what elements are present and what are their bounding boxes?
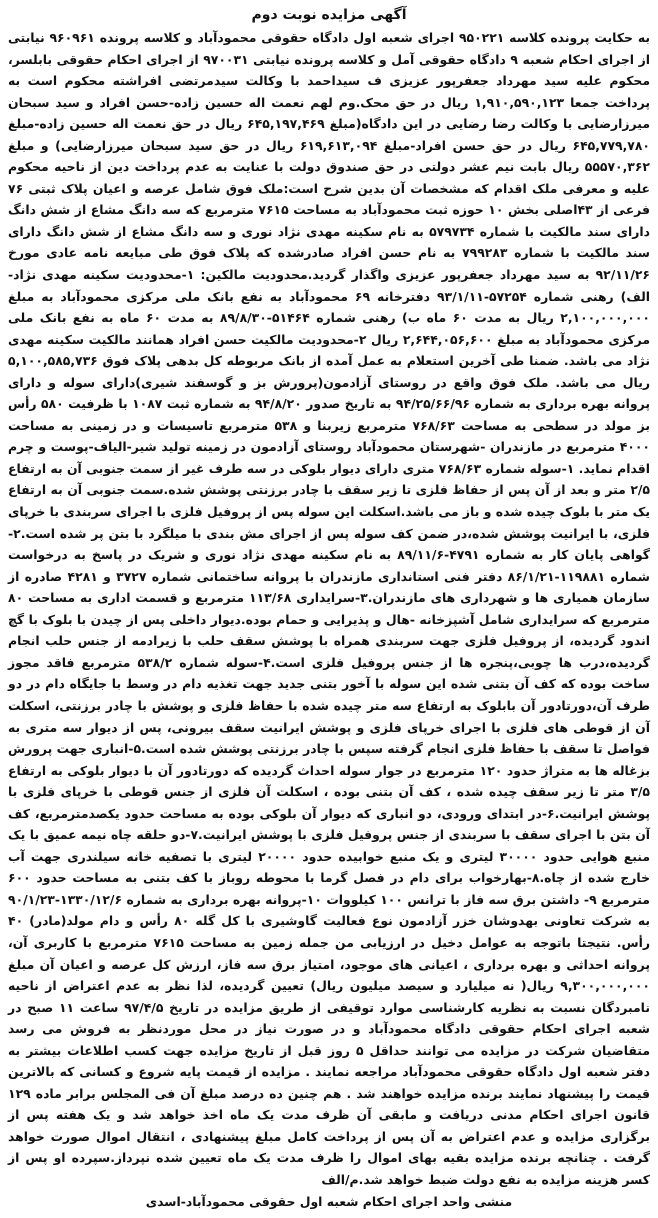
notice-body: به حکایت پرونده کلاسه ۹۵۰۲۲۱ اجرای شعبه اول دادگاه حقوقی محمودآباد و کلاسه پرونده ۹۶۰۹۶۱ نیابتی از اجرای احکام شعبه ۹ دادگاه حقوقی آمل و کلاسه پرونده نیابتی ۹۷۰۰۳۱ از اجرای احکام حقوقی بابلسر، محکوم علیه سید مهرداد جعفرپور عزیزی ف سیداحمد با وکالت سیدمرتضی افراشته محکوم است به پرداخت جمعا ۱,۹۱۰,۵۹۰,۱۲۳ ریال در حق محک.وم لهم نعمت اله حسین زاده-حسن افراد و سید سبحان میرزارضایی با وکالت رضا رضایی در این دادگاه(مبلغ ۶۴۵,۱۹۷,۴۶۹ ریال در حق نعمت اله حسین زاده-مبلغ ۶۴۵,۷۷۹,۷۸۰ ریال در حق حسن افراد-مبلغ ۶۱۹,۶۱۳,۰۹۴ ریال در حق سید سبحان میرزارضایی) و مبلغ ۵۵۵۷۰,۳۶۲ ریال بابت نیم عشر دولتی در حق صندوق دولت با عنایت به عدم پرداخت دین از ناحیه محکوم علیه و معرفی ملک اقدام که مشخصات آن بدین شرح است:ملک فوق شامل عرصه و اعیان پلاک ثبتی ۷۶ فرعی از ۴۳اصلی بخش ۱۰ حوزه ثبت محمودآباد به مساحت ۷۶۱۵ مترمربع که سه دانگ مشاع از شش دانگ دارای سند مالکیت با شماره ۵۷۹۷۳۴ به نام سکینه مهدی نژاد نوری و سه دانگ مشاع از شش دانگ دارای سند مالکیت با شماره ۷۹۹۲۸۳ به نام حسن افراد صادرشده که پلاک فوق طی مبایعه نامه عادی مورخ ۹۲/۱۱/۲۶ به سید مهرداد جعفرپور عزیزی واگذار گردید.محدودیت مالکین: ۱-محدودیت سکینه مهدی نژاد- الف) رهنی شماره ۵۷۲۵۴-۹۳/۱/۱۱ دفترخانه ۶۹ محمودآباد به نفع بانک ملی مرکزی محمودآباد به مبلغ ۲,۱۰۰,۰۰۰,۰۰۰ ریال به مدت ۶۰ ماه ب) رهنی شماره ۵۱۴۶۴-۸۹/۸/۳۰ به مدت ۶۰ ماه به نفع بانک ملی مرکزی محمودآباد به مبلغ ۲,۶۴۴,۰۵۶,۶۰۰ ریال ۲-محدودیت مالکیت حسن افراد همانند مالکیت سکینه مهدی نژاد می باشد. ضمنا طی آخرین استعلام به عمل آمده از بانک مربوطه کل بدهی پلاک فوق ۵,۱۰۰,۵۸۵,۷۳۶ ریال می باشد. ملک فوق واقع در روستای آزادمون(پرورش بز و گوسفند شیری)دارای سوله و دارای پروانه بهره برداری به شماره ۹۴/۲۵/۶۶/۹۶ به تاریخ صدور ۹۴/۸/۲۰ به شماره ثبت ۱۰۸۷ با ظرفیت ۵۸۰ رأس بز مولد در سطحی به مساحت ۷۶۸/۶۳ مترمربع زیربنا و ۵۳۸ مترمربع تاسیسات و در زمینی به مساحت ۴۰۰۰ مترمربع در مازندران -شهرستان محمودآباد روستای آزادمون در زمینه تولید شیر-الیاف-پوست و چرم اقدام نماید. ۱-سوله شماره ۷۶۸/۶۳ متری دارای دیوار بلوکی در سه طرف غیر از سمت جنوبی آن به ارتفاع ۲/۵ متر و بعد از آن پس از حفاظ فلزی تا زیر سقف با چادر برزنتی پوشش شده.سمت جنوبی آن به ارتفاع یک متر با بلوک چیده شده و باز می باشد.اسکلت این سوله پس از پروفیل فلزی با اجرای سربندی با خرپای فلزی، با ایرانیت پوشش شده،در ضمن کف سوله پس از اجرای مش بندی با میلگرد با بتن پر شده است.۲-گواهی پایان کار به شماره ۴۷۹۱-۸۹/۱۱/۶ به نام سکینه مهدی نژاد نوری و شریک در پاسخ به درخواست شماره ۱۱۹۸۸۱-۸۶/۱/۲۱ دفتر فنی استانداری مازندران با پروانه ساختمانی شماره ۳۷۲۷ و ۴۲۸۱ صادره از سازمان همیاری ها و شهرداری های مازندران.۳-سرایداری ۱۱۳/۶۸ مترمربع و قسمت اداری به مساحت ۸۰ مترمربع که سرایداری شامل آشپزخانه -هال و پذیرایی و حمام بوده.دیوار داخلی پس از چیدن با بلوک با گچ اندود گردیده، از پروفیل فلزی جهت سربندی همراه با پوشش سقف حلب با زیرادمه از جنس حلب انجام گردیده،درب ها چوبی،پنجره ها از جنس پروفیل فلزی است.۴-سوله شماره ۵۳۸/۲ مترمربع فاقد مجوز ساخت بوده که کف آن بتنی شده این سوله با آخور بتنی جدید جهت تغذیه دام در وسط با جایگاه دام در دو طرف آن،دورتادور آن بابلوک به ارتفاع سه متر چیده شده با حفاظ فلزی و پوشش با چادر برزنتی، اسکلت آن از قوطی های فلزی با اجرای خرپای فلزی و پوشش ایرانیت سقف بیرونی، پس از دیوار سه متری به فواصل تا سقف با حفاظ فلزی انجام گرفته سپس با چادر برزنتی پوشش شده است.۵-انباری جهت پرورش بزغاله ها به متراژ حدود ۱۲۰ مترمربع در جوار سوله احداث گردیده که دورتادور آن با دیوار بلوکی به ارتفاع ۳/۵ متر تا زیر سقف چیده شده ، کف آن بتنی بوده ، اسکلت آن فلزی از جنس قوطی با خرپای فلزی با پوشش ایرانیت.۶-در ابتدای ورودی، دو انباری که دیوار آن بلوکی بوده به مساحت حدود یکصدمترمربع، کف آن بتن با اجرای سقف با سربندی از جنس پروفیل فلزی با پوشش ایرانیت.۷-دو حلقه چاه نیمه عمیق با یک منبع هوایی حدود ۳۰۰۰۰ لیتری و یک منبع خوابیده حدود ۲۰۰۰۰ لیتری با تصفیه خانه سیلندری جهت آب خارج شده از چاه.۸-بهارخواب برای دام در فصل گرما با محوطه روباز با کف بتنی به مساحت حدود ۶۰۰ مترمربع ۹- داشتن برق سه فاز با ترانس ۱۰۰ کیلووات ۱۰-پروانه بهره برداری به شماره ۱۳۳۰/۱۲/۶-۹۰/۱/۲۳ به شرکت تعاونی بهدوشان خزر آزادمون نوع فعالیت گاوشیری با کل گله ۸۰ رأس و دام مولد(مادر) ۴۰ رأس. نتیجتا باتوجه به عوامل دخیل در ارزیابی من جمله زمین به مساحت ۷۶۱۵ مترمربع با کاربری آن، پروانه احداثی و بهره برداری ، اعیانی های موجود، امتیاز برق سه فاز، ارزش کل عرصه و اعیان آن مبلغ ۹,۳۰۰,۰۰۰,۰۰۰ ریال( نه میلیارد و سیصد میلیون ریال) تعیین گردیده، لذا نظر به عدم اعتراض از ناحیه نامبردگان نسبت به نظریه کارشناسی موارد توقیفی از طریق مزایده در تاریخ ۹۷/۴/۵ ساعت ۱۱ صبح در شعبه اجرای احکام حقوقی دادگاه محمودآباد و در صورت نیاز در محل موردنظر به فروش می رسد متقاضیان شرکت در مزایده می توانند حداقل ۵ روز قبل از تاریخ مزایده جهت کسب اطلاعات بیشتر به دفتر شعبه اول دادگاه حقوقی محمودآباد مراجعه نمایند . مزایده از قیمت پایه شروع و کسانی که بالاترین قیمت را پیشنهاد نمایند برنده مزایده خواهند شد . هم چنین ده درصد مبلغ آن فی المجلس برابر ماده ۱۲۹ قانون اجرای احکام مدنی دریافت و مابقی آن ظرف مدت یک ماه اخذ خواهد شد و یک هفته پس از برگزاری مزایده و عدم اعتراض به آن پس از پرداخت کامل مبلغ پیشنهادی ، انتقال اموال صورت خواهد گرفت . چنانچه برنده مزایده بقیه بهای اموال را ظرف مدت یک ماه تعیین شده نپرداز.سپرده او پس از کسر هزینه مزایده به نفع دولت ضبط خواهد شد.م/الف bbox=[8, 30, 651, 1187]
auction-notice bbox=[6, 4, 652, 1212]
notice-title: آگهی مزایده نوبت دوم bbox=[251, 7, 407, 23]
notice-signature: منشی واحد اجرای احکام شعبه اول حقوقی محمودآباد-اسدی bbox=[145, 1193, 513, 1209]
